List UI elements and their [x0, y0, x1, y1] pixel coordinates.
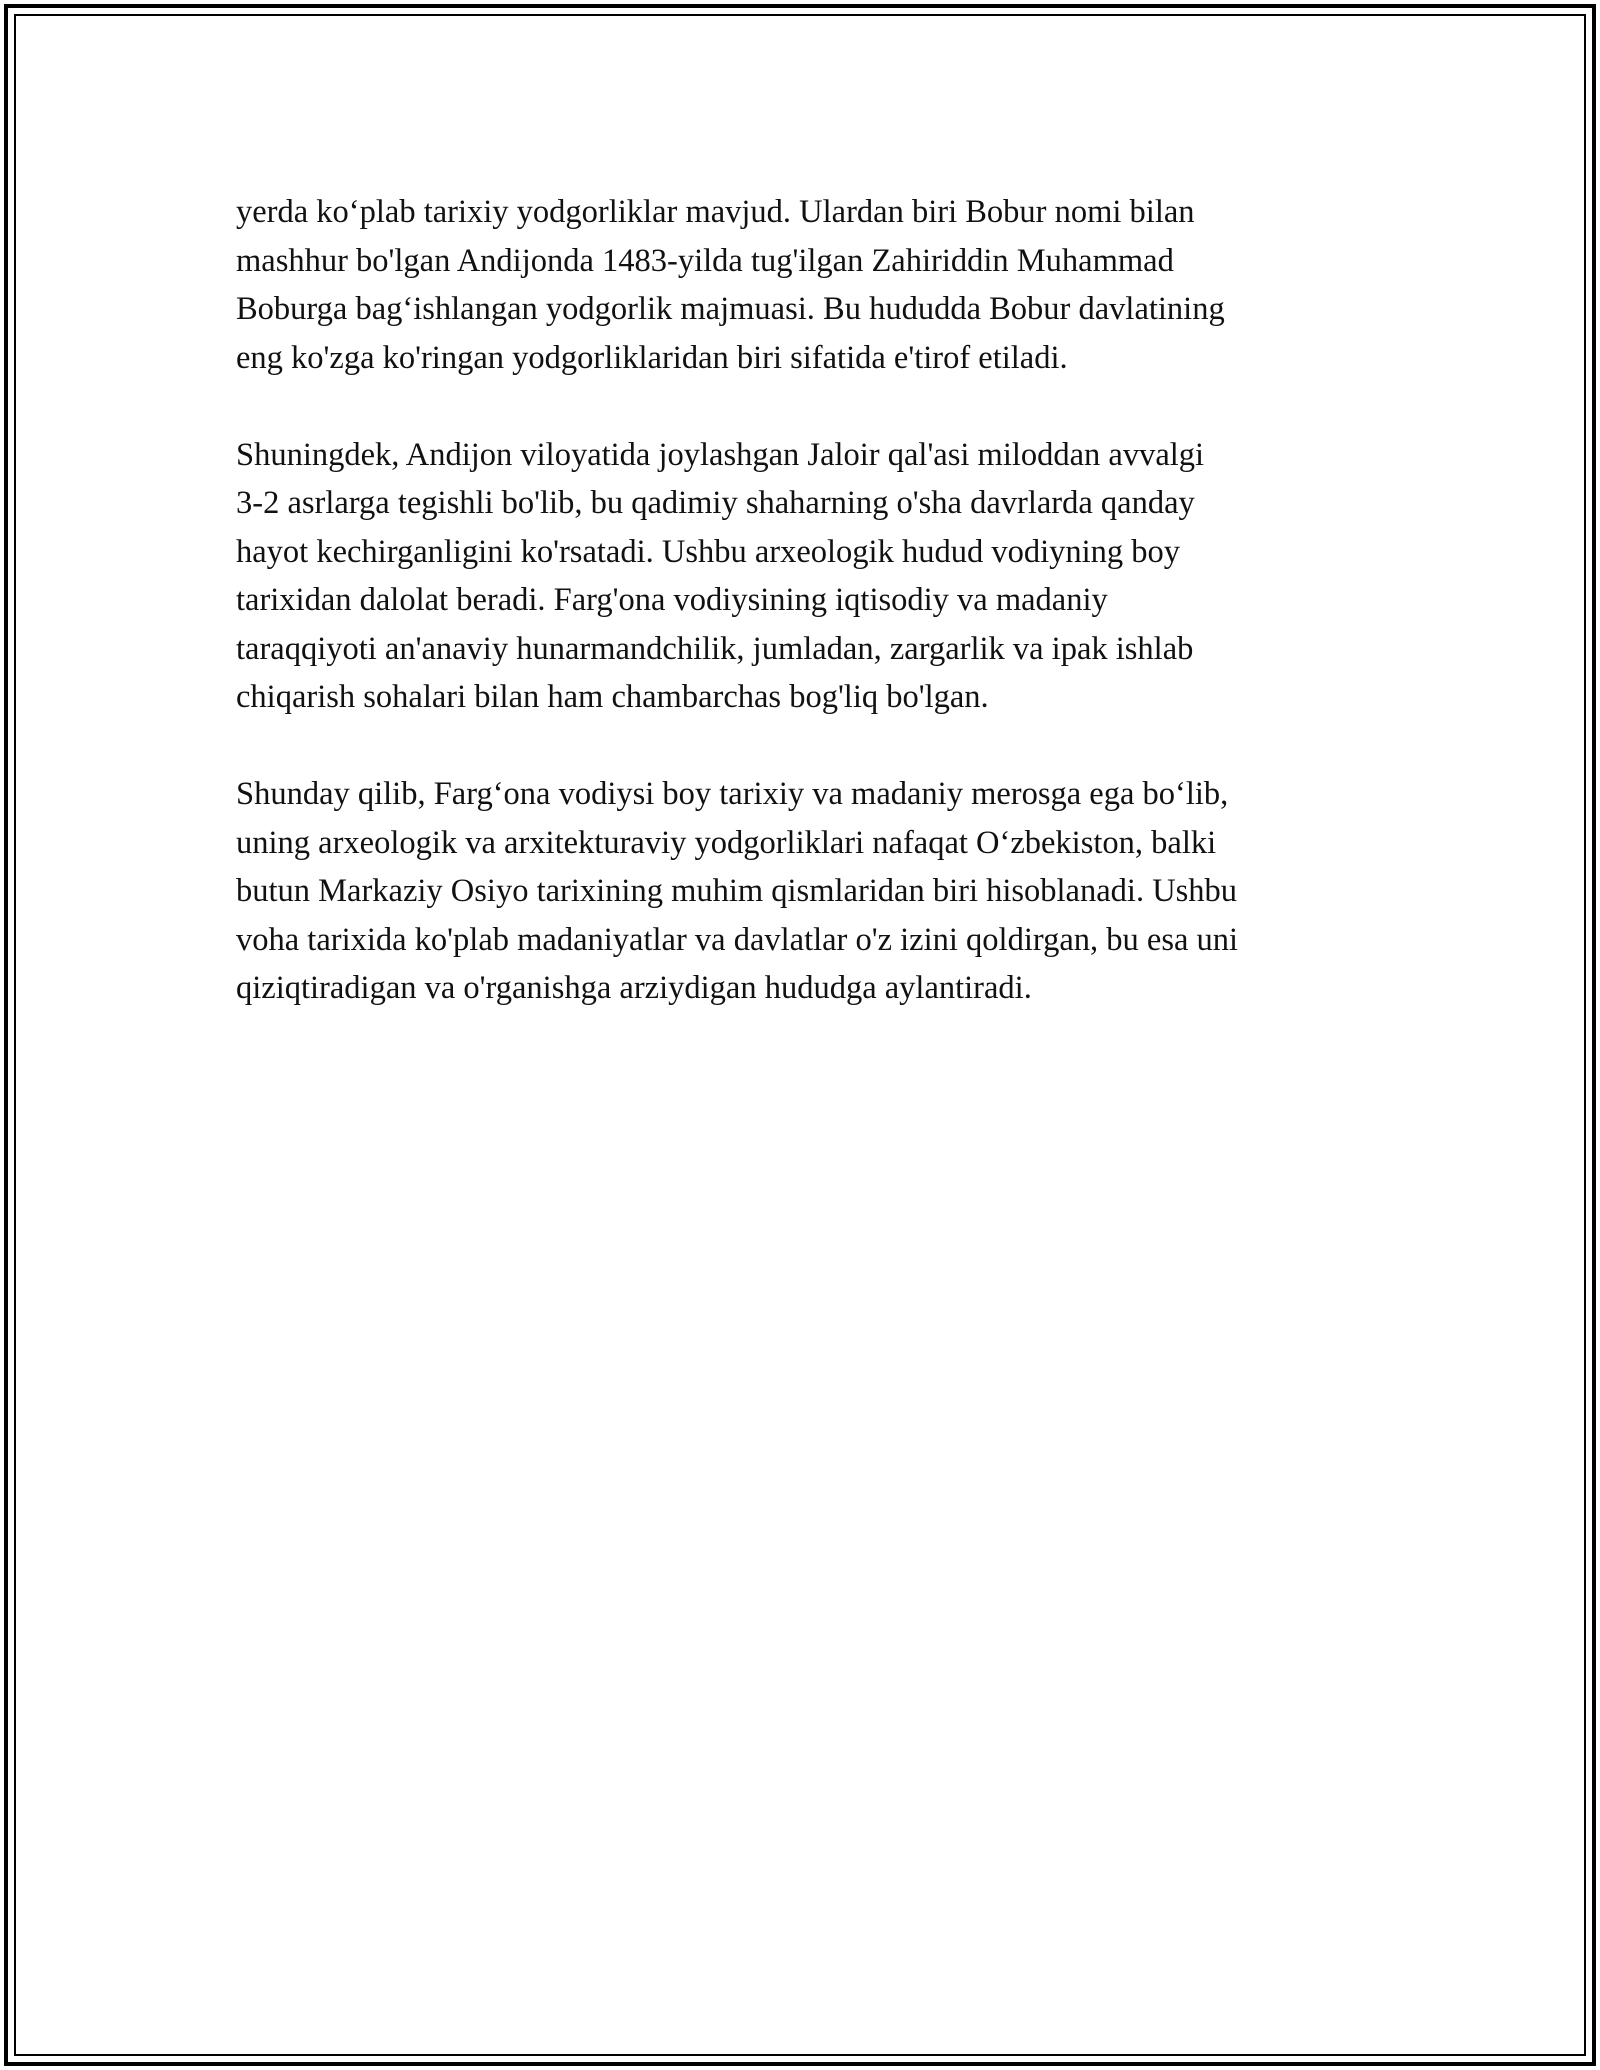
text-line: mashhur bo'lgan Andijonda 1483-yilda tug'ilgan Zahiriddin Muhammad	[236, 242, 1174, 279]
document-body	[236, 188, 1416, 1061]
text-line: Boburga bag‘ishlangan yodgorlik majmuasi. Bu hududda Bobur davlatining	[236, 291, 1225, 327]
paragraph-3	[236, 770, 1416, 1013]
text-line: yerda ko‘plab tarixiy yodgorliklar mavjud. Ulardan biri Bobur nomi bilan	[236, 194, 1195, 230]
text-line: butun Markaziy Osiyo tarixining muhim qismlaridan biri hisoblanadi. Ushbu	[236, 873, 1238, 909]
text-line: taraqqiyoti an'anaviy hunarmandchilik, jumladan, zargarlik va ipak ishlab	[236, 630, 1194, 667]
text-line: chiqarish sohalari bilan ham chambarchas bog'liq bo'lgan.	[236, 679, 989, 715]
text-line: Shuningdek, Andijon viloyatida joylashgan Jaloir qal'asi miloddan avvalgi	[236, 436, 1205, 473]
text-line: uning arxeologik va arxitekturaviy yodgorliklari nafaqat O‘zbekiston, balki	[236, 824, 1217, 861]
text-line: qiziqtiradigan va o'rganishga arziydigan hududga aylantiradi.	[236, 970, 1032, 1006]
text-line: Shunday qilib, Farg‘ona vodiysi boy tarixiy va madaniy merosga ega bo‘lib,	[236, 776, 1229, 812]
text-line: voha tarixida ko'plab madaniyatlar va davlatlar o'z izini qoldirgan, bu esa uni	[236, 921, 1239, 958]
text-line: eng ko'zga ko'ringan yodgorliklaridan biri sifatida e'tirof etiladi.	[236, 339, 1068, 376]
paragraph-1	[236, 188, 1416, 382]
text-line: tarixidan dalolat beradi. Farg'ona vodiysining iqtisodiy va madaniy	[236, 582, 1108, 618]
text-line: hayot kechirganligini ko'rsatadi. Ushbu arxeologik hudud vodiyning boy	[236, 533, 1181, 570]
text-line: 3-2 asrlarga tegishli bo'lib, bu qadimiy shaharning o'sha davrlarda qanday	[236, 485, 1195, 521]
paragraph-2	[236, 431, 1416, 722]
